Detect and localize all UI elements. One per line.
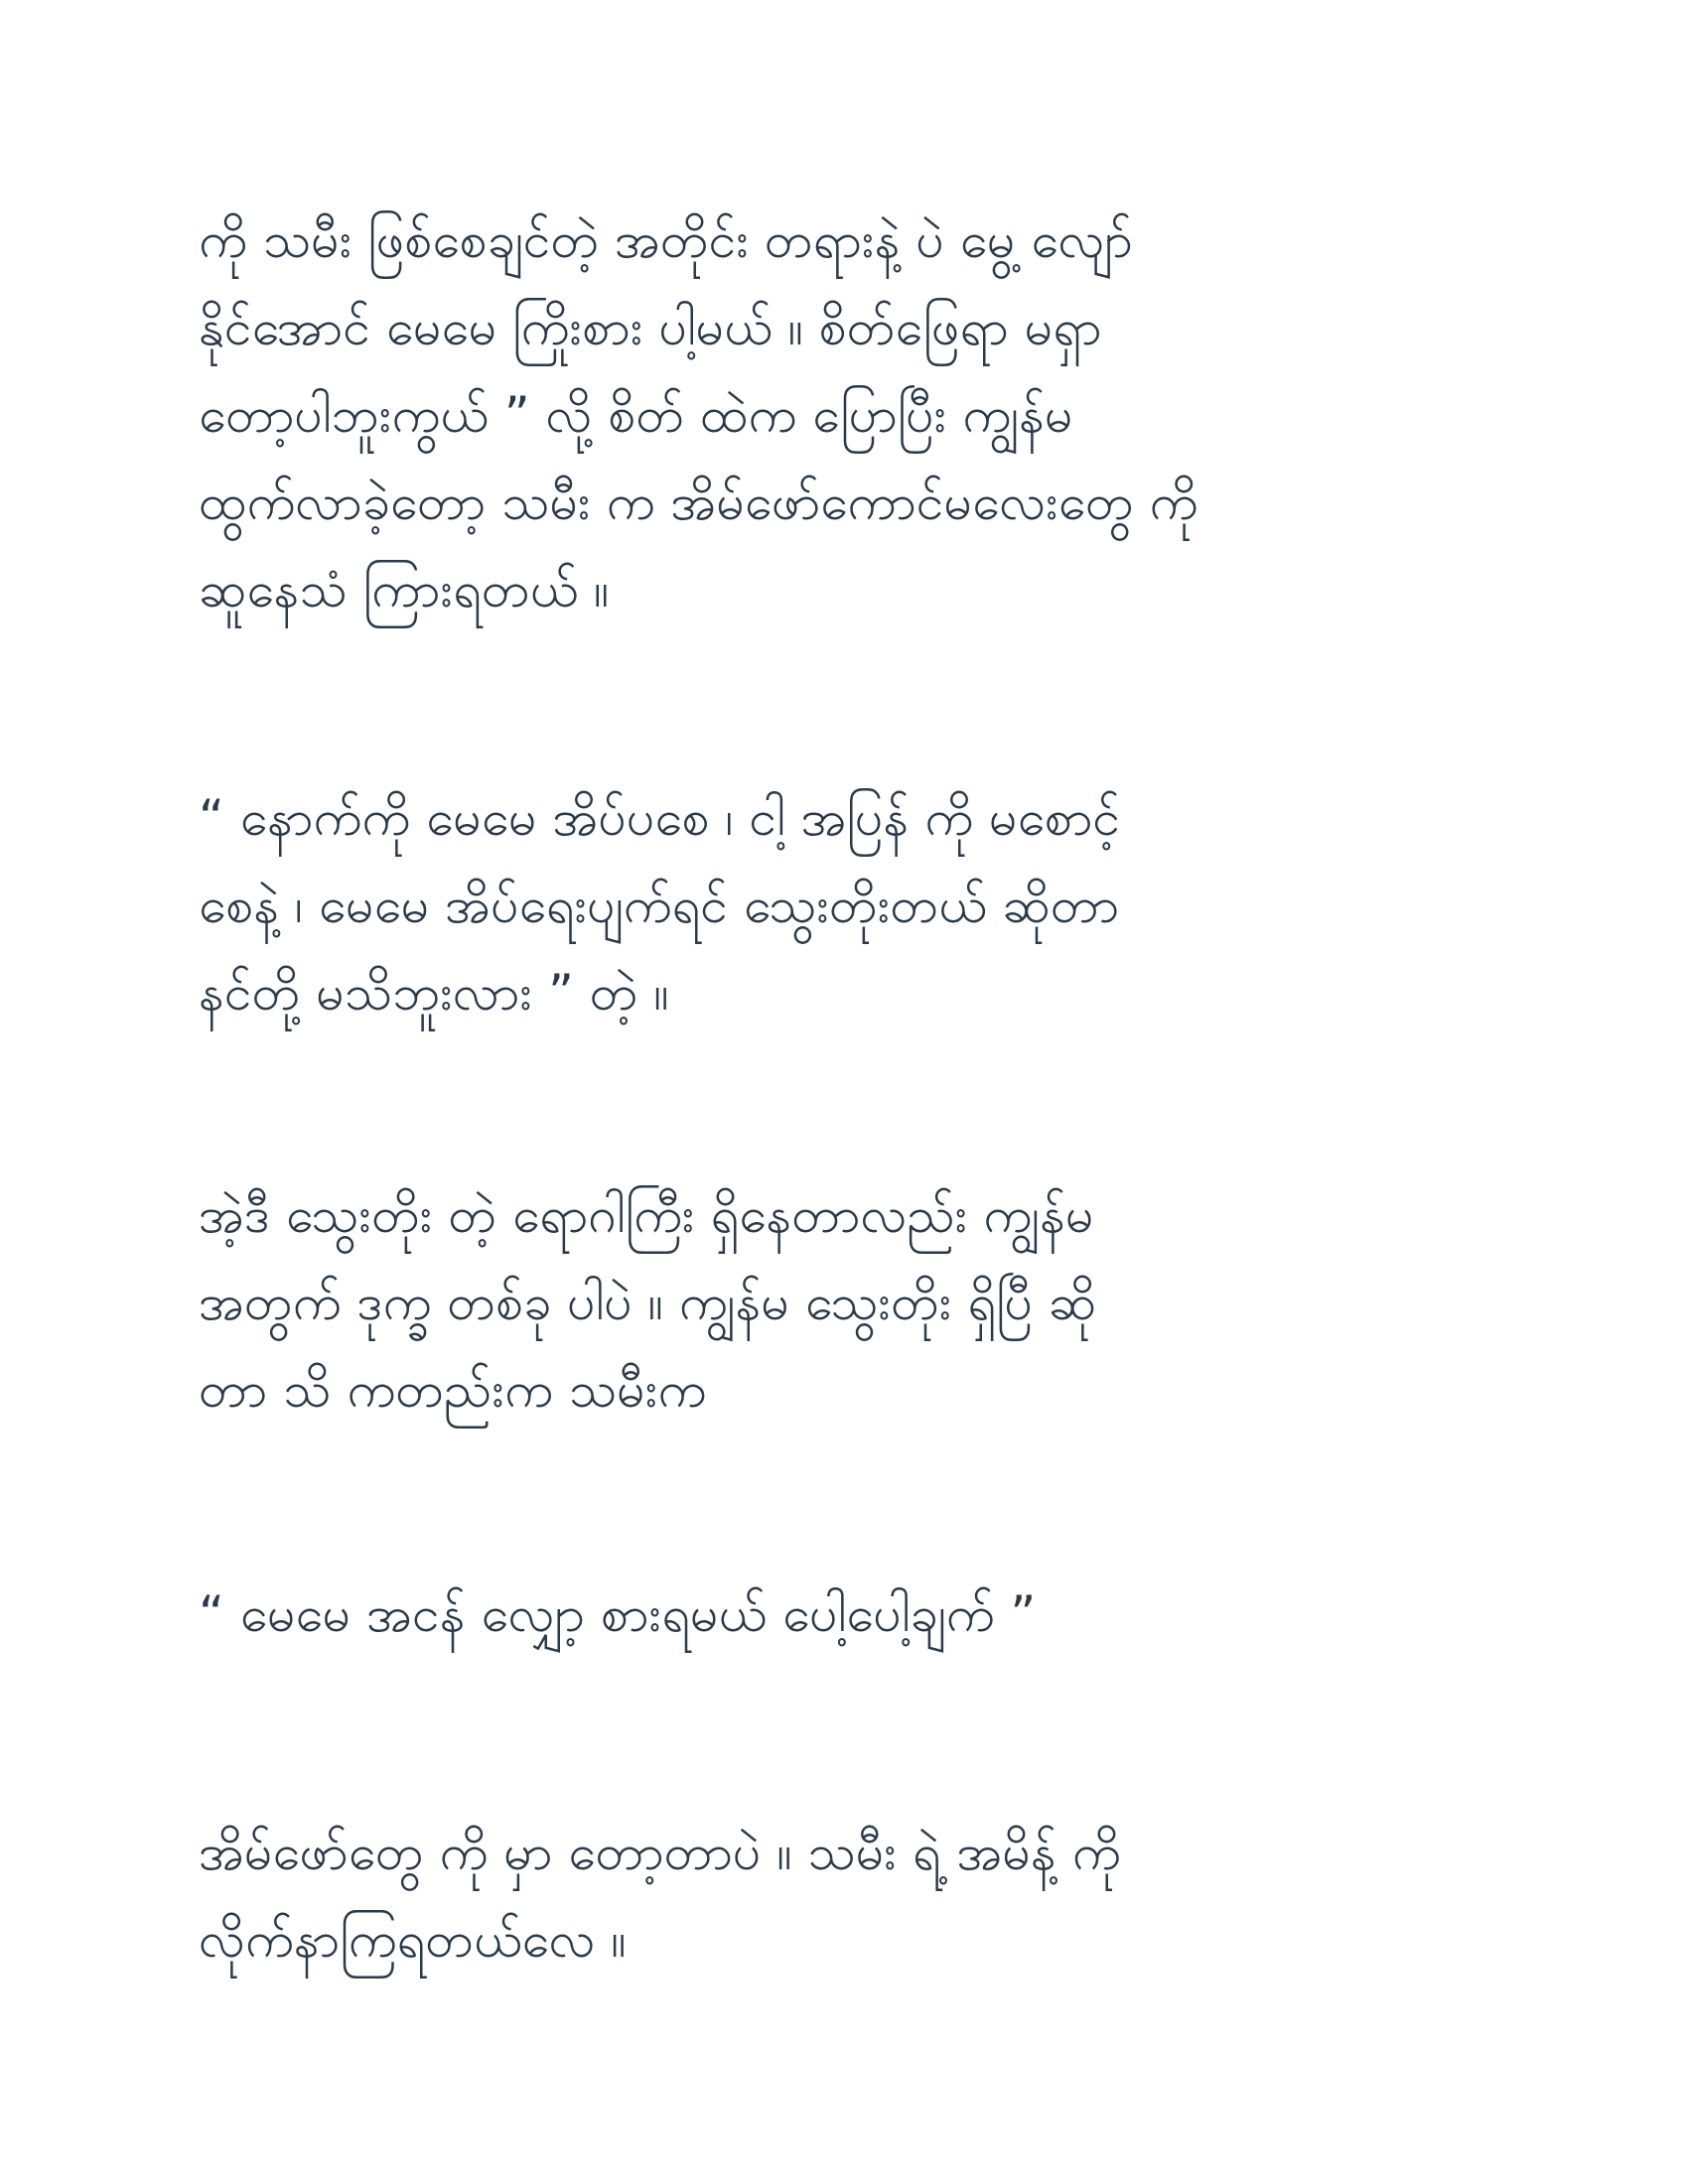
paragraph-4	[199, 1570, 1489, 1658]
paragraph-line: “ မေမေ အငန် လျှော့ စားရမယ် ပေါ့ပေါ့ချက် ”	[199, 1585, 1037, 1643]
paragraph-line: နိုင်အောင် မေမေ ကြိုးစား ပါ့မယ် ။ စိတ်ဖြေရာ မရှာ	[199, 299, 1102, 356]
paragraph-line: တော့ပါဘူးကွယ် ” လို့ စိတ် ထဲက ပြောပြီး ကျွန်မ	[199, 386, 1073, 444]
paragraph-line: စေနဲ့ ၊ မေမေ အိပ်ရေးပျက်ရင် သွေးတိုးတယ် ဆိုတာ	[199, 877, 1120, 934]
paragraph-line: ကို သမီး ဖြစ်စေချင်တဲ့ အတိုင်း တရားနဲ့ ပဲ မွေ့ လျော်	[199, 211, 1133, 269]
paragraph-1	[199, 197, 1489, 633]
paragraph-2	[199, 774, 1489, 1036]
paragraph-5	[199, 1809, 1489, 1983]
paragraph-line: လိုက်နာကြရတယ်လေ ။	[199, 1911, 627, 1969]
paragraph-line: “ နောက်ကို မေမေ အိပ်ပစေ ၊ ငါ့ အပြန် ကို မစောင့်	[199, 789, 1121, 847]
paragraph-3	[199, 1171, 1489, 1433]
paragraph-line: အိမ်ဖော်တွေ ကို မှာ တော့တာပဲ ။ သမီး ရဲ့ အမိန့် ကို	[199, 1824, 1121, 1881]
paragraph-line: အဲ့ဒီ သွေးတိုး တဲ့ ရောဂါကြီး ရှိနေတာလည်း ကျွန်မ	[199, 1186, 1094, 1244]
paragraph-line: ထွက်လာခဲ့တော့ သမီး က အိမ်ဖော်ကောင်မလေးတွေ ကို	[199, 474, 1198, 531]
paragraph-line: နင်တို့ မသိဘူးလား ” တဲ့ ။	[199, 964, 669, 1022]
paragraph-line: တာ သိ ကတည်းက သမီးက	[199, 1361, 707, 1419]
paragraph-line: အတွက် ဒုက္ခ တစ်ခု ပါပဲ ။ ကျွန်မ သွေးတိုး ရှိပြီ ဆို	[199, 1274, 1097, 1331]
paragraph-line: ဆူနေသံ ကြားရတယ် ။	[199, 561, 610, 618]
